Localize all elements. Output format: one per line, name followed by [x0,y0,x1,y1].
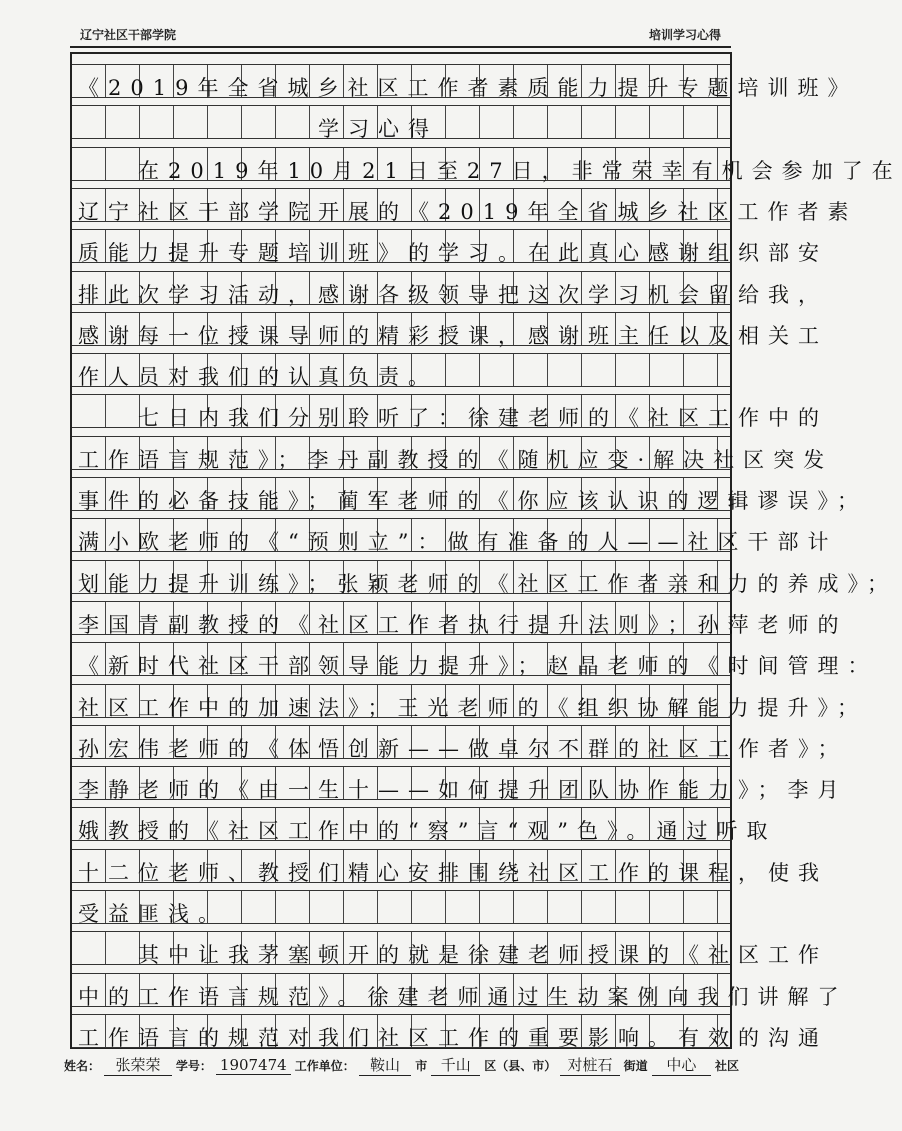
grid-row [72,560,897,596]
district-suffix: 区（县、市） [484,1059,557,1073]
handwritten-line: 质能力提升专题培训班》的学习。在此真心感谢组织部安 [78,241,828,266]
grid-row [72,642,878,679]
handwritten-line: 事件的必备技能》；蔺军老师的《你应该认识的逻辑谬误》； [78,489,867,513]
student-id-value: 1907474 [216,1056,291,1075]
district-value: 千山 [431,1054,480,1076]
grid-row [72,271,828,307]
handwritten-line: 感谢每一位授课导师的精彩授课，感谢班主任以及相关工 [78,323,828,348]
community-suffix: 社区 [714,1059,739,1073]
grid-row [72,229,828,266]
grid-row [72,807,777,844]
street-value: 对桩石 [560,1054,619,1076]
grid-row [72,1014,828,1050]
handwritten-line: 满小欧老师的《“预则立”：做有准备的人——社区干部计 [78,530,838,555]
grid-row [72,436,834,472]
handwritten-line: 七日内我们分别聆听了：徐建老师的《社区工作中的 [78,406,828,431]
grid-row [72,725,848,761]
grid-row [72,849,828,885]
handwritten-line: 受益匪浅。 [78,902,228,926]
grid-row [72,353,730,390]
student-id-label: 学号： [175,1059,212,1073]
community-value: 中心 [652,1054,711,1076]
name-label: 姓名： [64,1059,101,1073]
handwritten-line: 在2019年10月21日至27日，非常荣幸有机会参加了在 [78,158,902,183]
handwritten-line: 工作语言的规范对我们社区工作的重要影响。有效的沟通 [78,1025,828,1050]
grid-row [72,931,828,968]
handwritten-line: 中的工作语言规范》。徐建老师通过生动案例向我们讲解了 [78,984,848,1009]
grid-row [72,684,867,720]
grid-row [72,64,858,100]
grid-row [72,477,867,513]
writing-grid [70,52,902,1050]
handwritten-line: 排此次学习活动，感谢各级领导把这次学习机会留给我， [78,282,828,307]
header-divider [70,46,731,48]
handwritten-line: 李静老师的《由一生十——如何提升团队协作能力》；李月 [78,778,848,803]
handwritten-line: 李国青副教授的《社区工作者执行提升法则》；孙萍老师的 [78,612,848,637]
handwritten-line: 辽宁社区干部学院开展的《2019年全省城乡社区工作者素 [78,199,858,224]
handwritten-line: 《新时代社区干部领导能力提升》；赵晶老师的《时间管理： [78,654,878,679]
grid-row [72,394,828,431]
footer-info [64,1054,739,1076]
grid-row [72,601,848,637]
street-suffix: 街道 [623,1059,648,1073]
handwritten-line: 社区工作中的加速法》；王光老师的《组织协解能力提升》； [78,695,867,720]
grid-row [72,188,858,224]
work-unit-label: 工作单位： [294,1059,355,1073]
handwritten-line: 《2019年全省城乡社区工作者素质能力提升专题培训班》 [78,76,858,100]
grid-row [72,518,838,555]
grid-row [72,312,828,348]
city-value: 鞍山 [359,1054,411,1076]
grid-row [72,766,848,803]
city-suffix: 市 [415,1059,428,1073]
handwritten-line: 孙宏伟老师的《体悟创新——做卓尔不群的社区工作者》； [78,736,848,761]
grid-row [72,147,902,183]
handwritten-line: 作人员对我们的认真负责。 [78,365,438,390]
header-college-name: 辽宁社区干部学院 [80,28,177,42]
name-value: 张荣荣 [104,1054,172,1076]
header-document-type: 培训学习心得 [648,28,721,42]
handwritten-line: 其中让我茅塞顿开的就是徐建老师授课的《社区工作 [78,943,828,968]
handwritten-line: 学习心得 [78,117,438,142]
handwritten-line: 划能力提升训练》；张颖老师的《社区工作者亲和力的养成》； [78,571,897,596]
grid-row [72,105,730,142]
grid-row [72,890,730,924]
handwritten-line: 十二位老师、教授们精心安排围绕社区工作的课程，使我 [78,860,828,885]
grid-row [72,973,848,1009]
handwritten-line: 娥教授的《社区工作中的“察”言“观”色》。通过听取 [78,819,777,844]
handwritten-line: 工作语言规范》；李丹副教授的《随机应变·解决社区突发 [78,447,834,472]
